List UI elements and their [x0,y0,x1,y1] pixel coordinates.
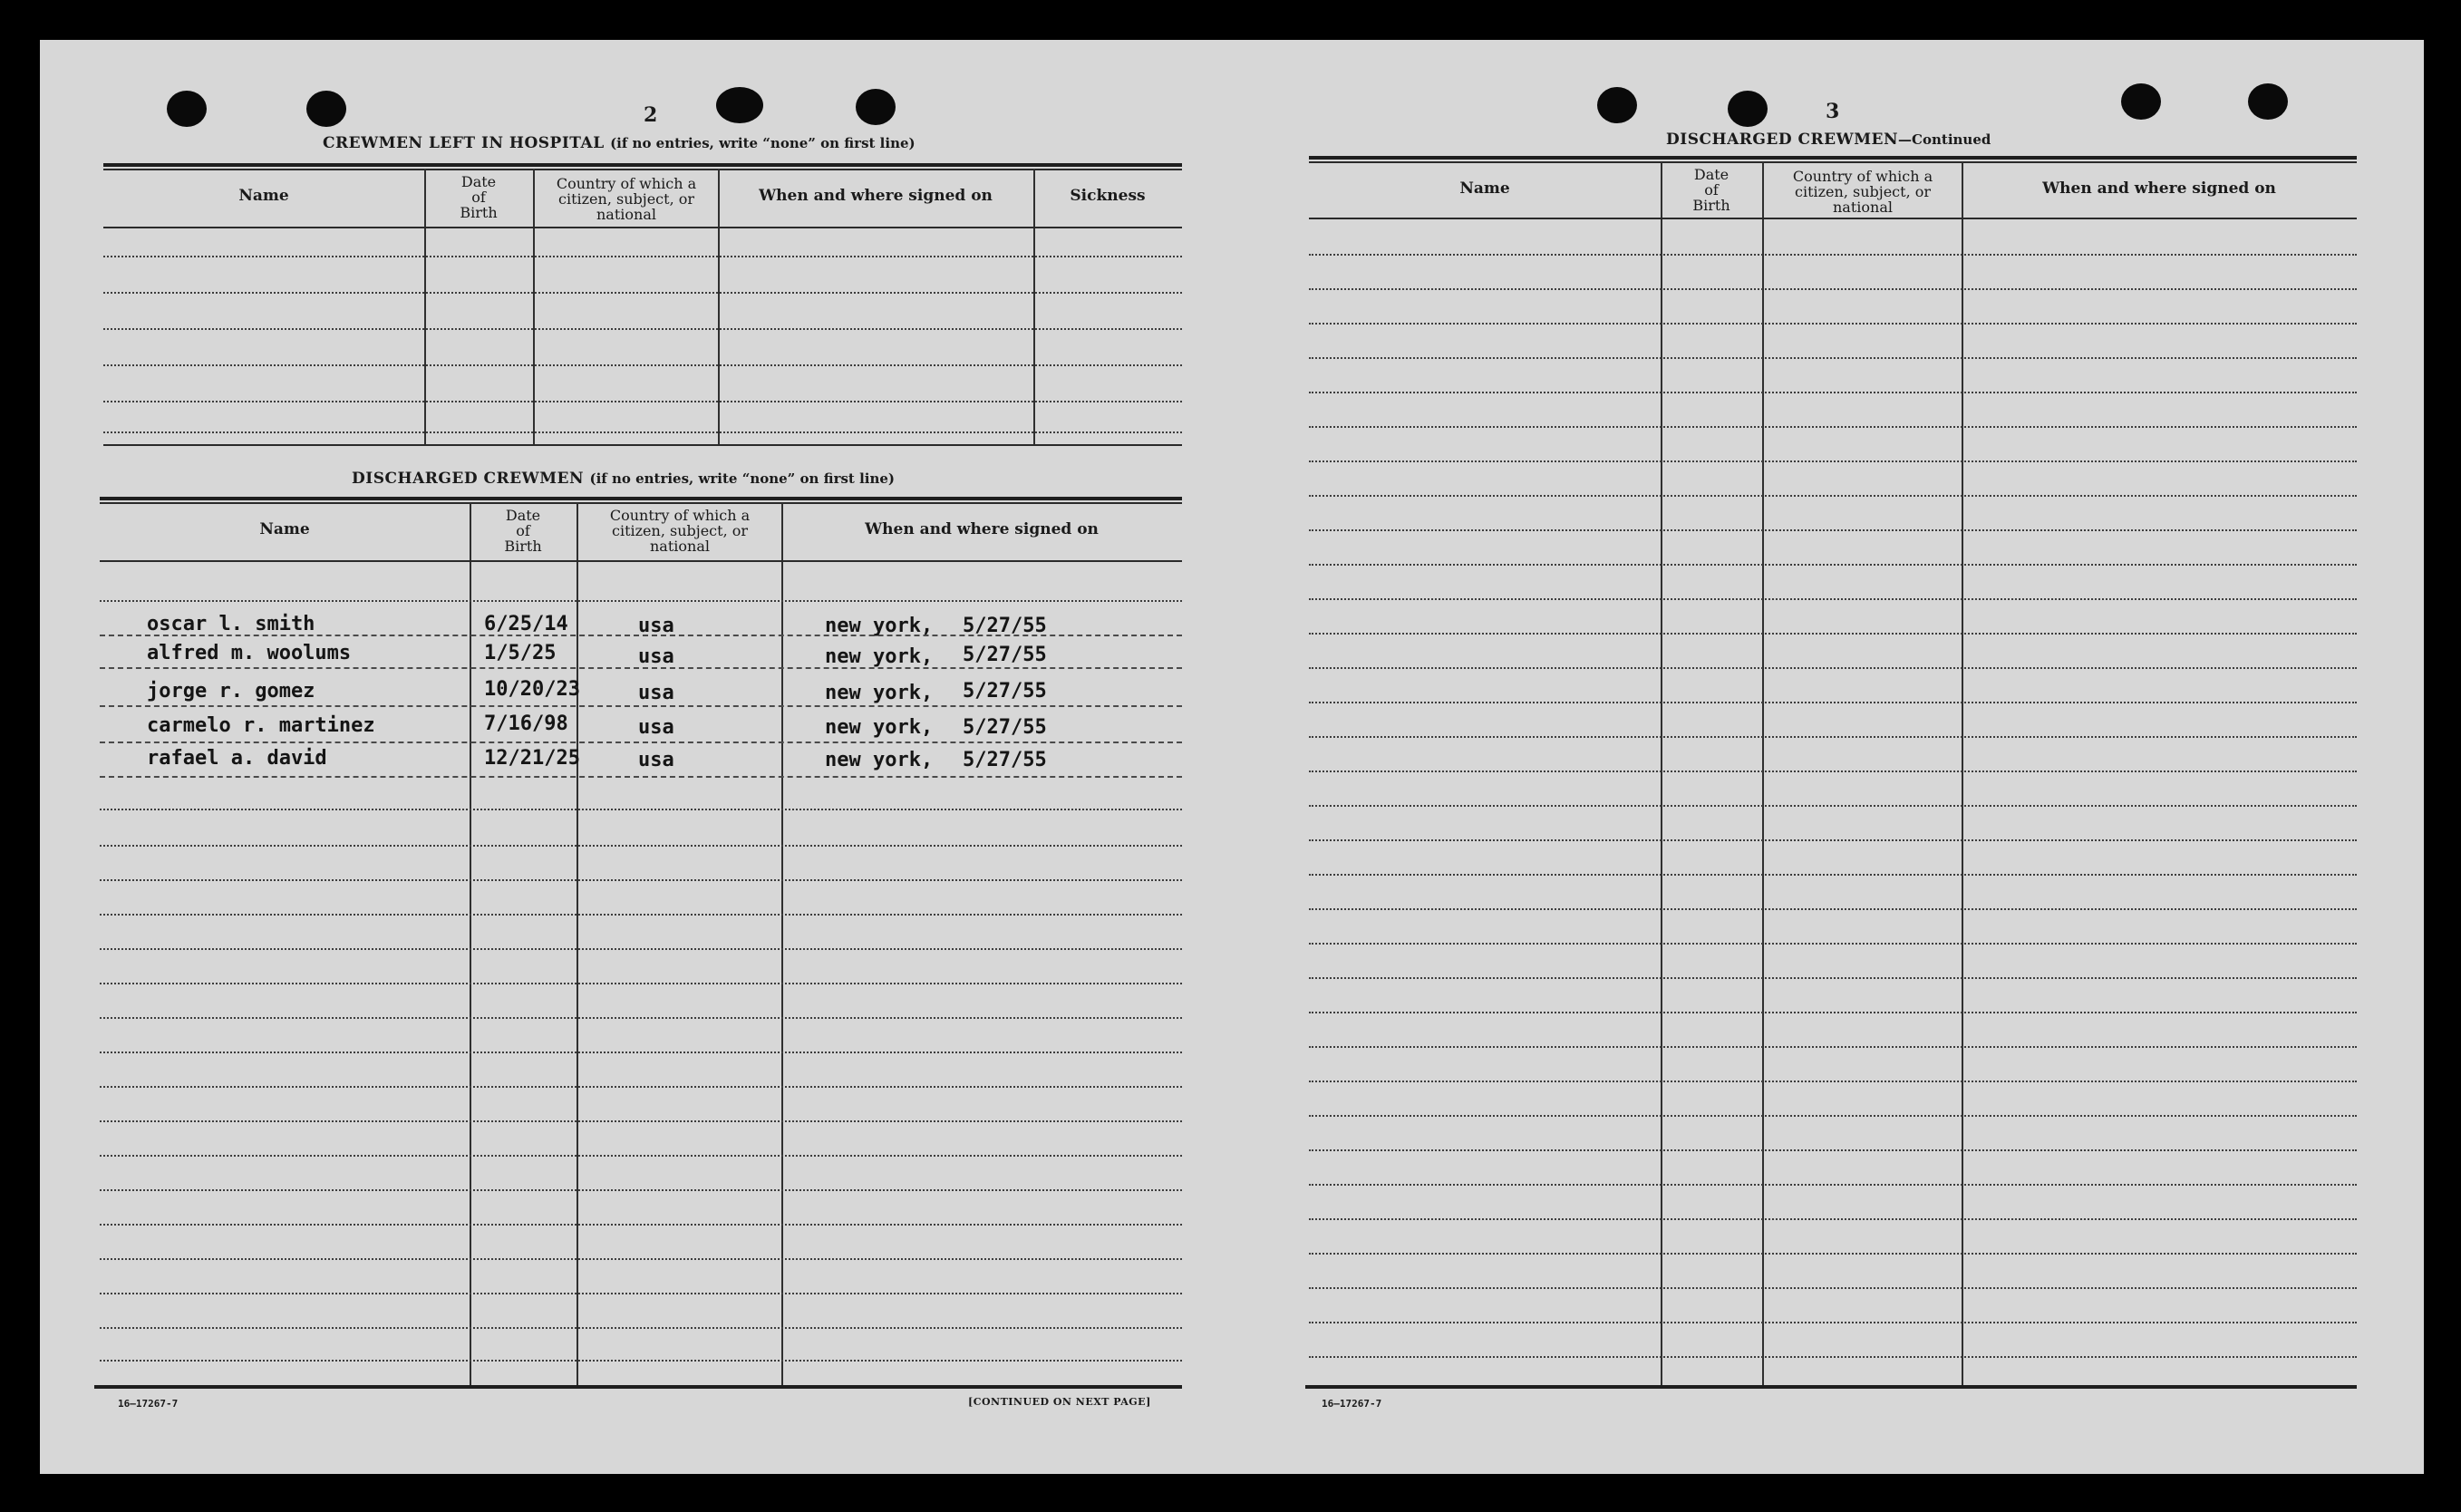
continued-header-country: Country of which a citizen, subject, or national [1792,168,1933,216]
punch-hole [856,89,896,125]
page-number: 2 [644,103,658,127]
discharged-note: (if no entries, write “none” on first line) [589,470,896,487]
crewman-dob: 7/16/98 [484,712,568,735]
crewman-signed-place: new york, [825,615,934,637]
crewman-signed-place: new york, [825,645,934,668]
crewman-signed-date: 5/27/55 [963,644,1047,666]
hospital-section-title [323,134,916,152]
crewman-name: jorge r. gomez [147,680,315,703]
crewman-dob: 1/5/25 [484,642,557,664]
punch-hole [2121,83,2161,120]
hospital-header-dob: Date of Birth [460,173,498,221]
crewman-country: usa [638,716,674,739]
continued-header-dob: Date of Birth [1692,166,1730,214]
discharged-header-signed: When and where signed on [865,520,1099,538]
crewman-country: usa [638,682,674,704]
crewman-signed-place: new york, [825,716,934,739]
hospital-header-sickness: Sickness [1070,187,1146,205]
discharged-header-name: Name [259,520,310,538]
punch-hole [1728,91,1768,127]
form-number: 16—17267-7 [118,1398,179,1410]
hospital-header-country: Country of which a citizen, subject, or national [556,175,697,223]
form-number: 16—17267-7 [1322,1398,1382,1410]
hospital-title: CREWMEN LEFT IN HOSPITAL [323,134,605,152]
discharged-header-dob: Date of Birth [504,507,542,555]
crewman-country: usa [638,615,674,637]
crewman-signed-date: 5/27/55 [963,749,1047,771]
continued-note: [CONTINUED ON NEXT PAGE] [968,1396,1151,1408]
crewman-name: rafael a. david [147,747,327,770]
punch-hole [1597,87,1637,123]
crewman-signed-place: new york, [825,682,934,704]
discharged-header-country: Country of which a citizen, subject, or national [609,507,751,555]
crewman-name: carmelo r. martinez [147,714,375,737]
punch-hole [306,91,346,127]
continued-header-name: Name [1459,179,1510,198]
discharged-title: DISCHARGED CREWMEN [352,470,585,488]
hospital-note: (if no entries, write “none” on first line) [610,135,916,151]
crewman-country: usa [638,645,674,668]
crewman-dob: 10/20/23 [484,678,580,701]
manifest-sheet [40,40,2424,1474]
punch-hole [2248,83,2288,120]
crewman-signed-date: 5/27/55 [963,716,1047,739]
crewman-country: usa [638,749,674,771]
hospital-header-signed: When and where signed on [759,187,993,205]
crewman-name: alfred m. woolums [147,642,352,664]
page-number: 3 [1826,100,1840,123]
crewman-name: oscar l. smith [147,613,315,635]
crewman-signed-date: 5/27/55 [963,680,1047,703]
crewman-signed-place: new york, [825,749,934,771]
continued-header-signed: When and where signed on [2042,179,2276,198]
continued-title: DISCHARGED CREWMEN [1666,131,1899,149]
continued-suffix: —Continued [1898,131,1991,148]
punch-hole [716,87,763,123]
punch-hole [167,91,207,127]
crewman-dob: 12/21/25 [484,747,580,770]
hospital-header-name: Name [238,187,289,205]
continued-section-title [1666,131,1991,149]
crewman-signed-date: 5/27/55 [963,615,1047,637]
crewman-dob: 6/25/14 [484,613,568,635]
discharged-section-title [352,470,895,488]
